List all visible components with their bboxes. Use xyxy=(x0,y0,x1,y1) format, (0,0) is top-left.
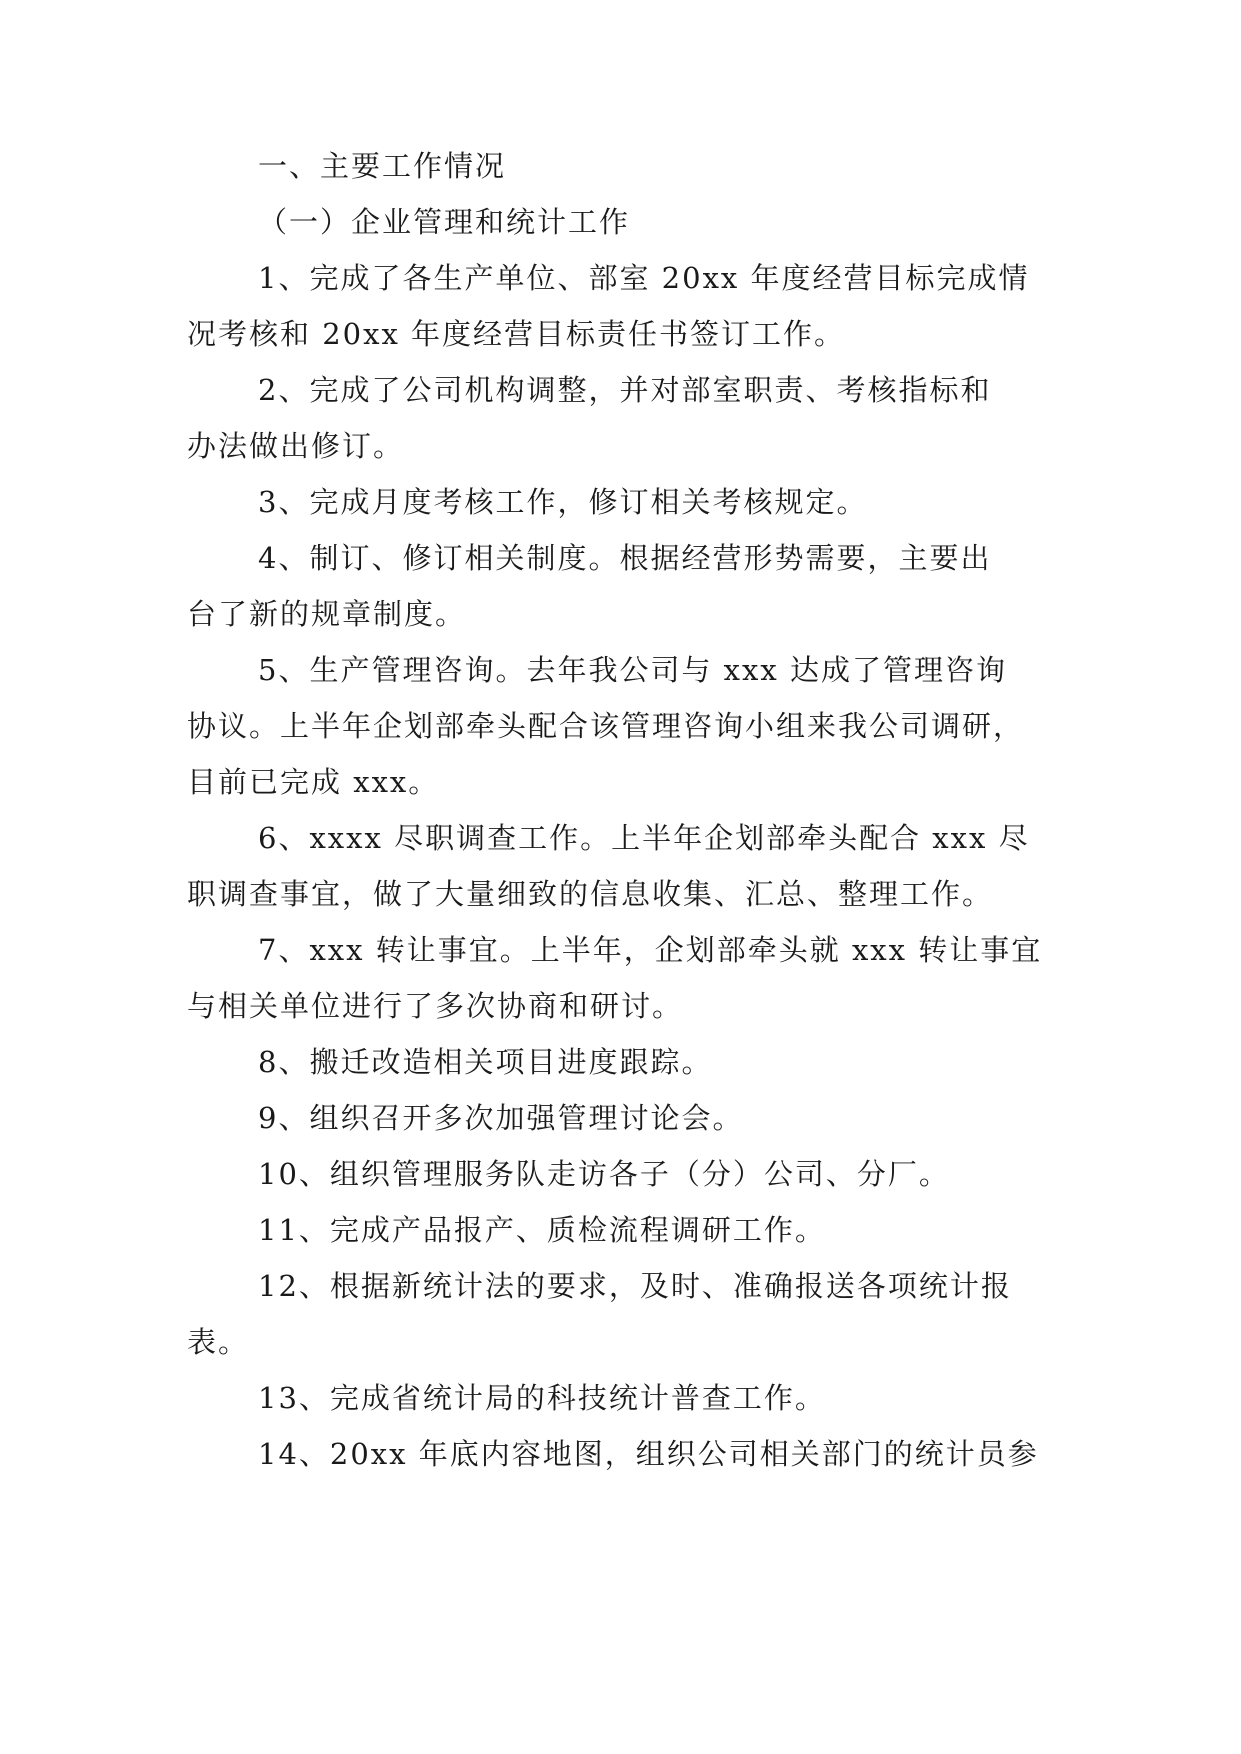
paragraph-line: 4、制订、修订相关制度。根据经营形势需要，主要出 xyxy=(258,541,992,575)
paragraph-line: 职调查事宜，做了大量细致的信息收集、汇总、整理工作。 xyxy=(187,877,994,911)
paragraph-line: 12、根据新统计法的要求，及时、准确报送各项统计报 xyxy=(258,1269,1012,1303)
paragraph-line: 10、组织管理服务队走访各子（分）公司、分厂。 xyxy=(258,1157,950,1191)
paragraph-line: 13、完成省统计局的科技统计普查工作。 xyxy=(258,1381,826,1415)
paragraph-line: 协议。上半年企划部牵头配合该管理咨询小组来我公司调研， xyxy=(187,709,1025,743)
paragraph-line: 6、xxxx 尽职调查工作。上半年企划部牵头配合 xxx 尽 xyxy=(258,821,1030,855)
subsection-heading: （一）企业管理和统计工作 xyxy=(258,205,631,239)
paragraph-line: 7、xxx 转让事宜。上半年，企划部牵头就 xxx 转让事宜 xyxy=(258,933,1043,967)
paragraph-line: 14、20xx 年底内容地图，组织公司相关部门的统计员参 xyxy=(258,1437,1039,1471)
paragraph-line: 8、搬迁改造相关项目进度跟踪。 xyxy=(258,1045,713,1079)
paragraph-line: 1、完成了各生产单位、部室 20xx 年度经营目标完成情 xyxy=(258,261,1030,295)
paragraph-line: 9、组织召开多次加强管理讨论会。 xyxy=(258,1101,744,1135)
paragraph-line: 11、完成产品报产、质检流程调研工作。 xyxy=(258,1213,826,1247)
paragraph-line: 目前已完成 xxx。 xyxy=(187,765,440,799)
paragraph-line: 5、生产管理咨询。去年我公司与 xxx 达成了管理咨询 xyxy=(258,653,1007,687)
paragraph-line: 3、完成月度考核工作，修订相关考核规定。 xyxy=(258,485,868,519)
paragraph-line: 2、完成了公司机构调整，并对部室职责、考核指标和 xyxy=(258,373,992,407)
section-heading: 一、主要工作情况 xyxy=(258,149,507,183)
paragraph-line: 况考核和 20xx 年度经营目标责任书签订工作。 xyxy=(187,317,846,351)
paragraph-line: 办法做出修订。 xyxy=(187,429,405,463)
paragraph-line: 台了新的规章制度。 xyxy=(187,597,467,631)
paragraph-line: 与相关单位进行了多次协商和研讨。 xyxy=(187,989,684,1023)
paragraph-line: 表。 xyxy=(187,1325,250,1359)
